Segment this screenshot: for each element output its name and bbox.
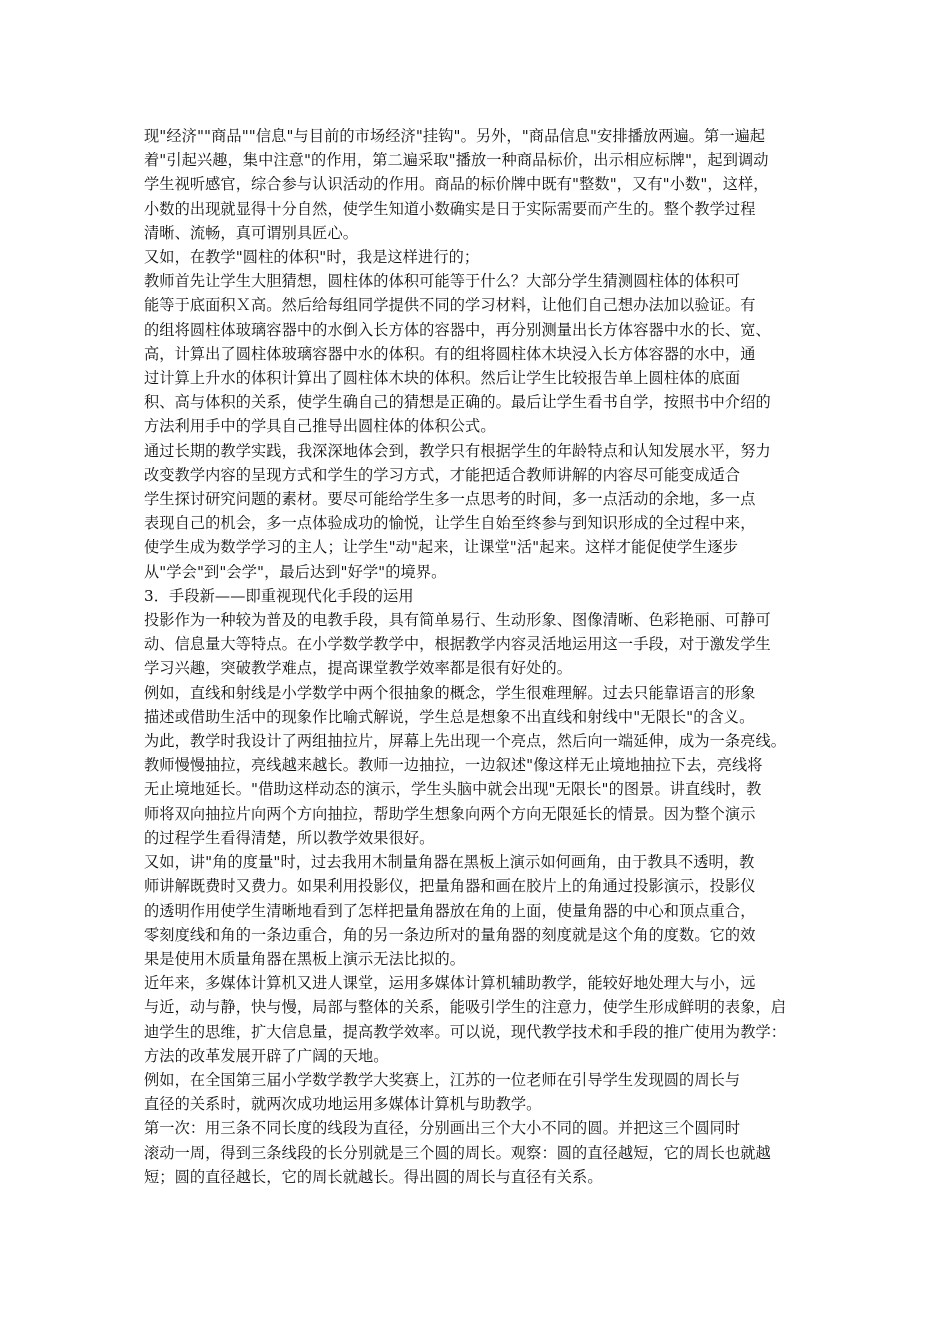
text-line: 积、高与体积的关系，使学生确自己的猜想是正确的。最后让学生看书自学，按照书中介绍的 xyxy=(144,393,771,412)
text-line: 着"引起兴趣，集中注意"的作用，第二遍采取"播放一种商品标价，出示相应标牌"，起到调动 xyxy=(144,151,769,170)
text-line: 又如，在教学"圆柱的体积"时，我是这样进行的； xyxy=(144,248,480,267)
text-line: 迪学生的思维，扩大信息量，提高教学效率。可以说，现代教学技术和手段的推广使用为教学： xyxy=(144,1022,787,1041)
text-line: 学习兴趣，突破教学难点，提高课堂教学效率都是很有好处的。 xyxy=(144,659,573,678)
text-line: 过计算上升水的体积计算出了圆柱体木块的体积。然后让学生比较报告单上圆柱体的底面 xyxy=(144,369,741,388)
text-line: 的组将圆柱体玻璃容器中的水倒入长方体的容器中，再分别测量出长方体容器中水的长、宽、 xyxy=(144,320,771,339)
text-line: 零刻度线和角的一条边重合，角的另一条边所对的量角器的刻度就是这个角的度数。它的效 xyxy=(144,925,756,944)
text-line: 短；圆的直径越长，它的周长就越长。得出圆的周长与直径有关系。 xyxy=(144,1167,603,1186)
text-line: 描述或借助生活中的现象作比喻式解说，学生总是想象不出直线和射线中"无限长"的含义。 xyxy=(144,707,755,726)
text-line: 第一次：用三条不同长度的线段为直径，分别画出三个大小不同的圆。并把这三个圆同时 xyxy=(144,1119,741,1138)
text-line: 师将双向抽拉片向两个方向抽拉，帮助学生想象向两个方向无限延长的情景。因为整个演示 xyxy=(144,804,756,823)
text-line: 高，计算出了圆柱体玻璃容器中水的体积。有的组将圆柱体木块浸入长方体容器的水中，通 xyxy=(144,344,756,363)
section-heading: 3．手段新——即重视现代化手段的运用 xyxy=(144,586,414,605)
text-line: 为此，教学时我设计了两组抽拉片，屏幕上先出现一个亮点，然后向一端延伸，成为一条亮线。 xyxy=(144,732,787,751)
text-line: 清晰、流畅，真可谓别具匠心。 xyxy=(144,223,359,242)
text-line: 无止境地延长。"借助这样动态的演示，学生头脑中就会出现"无限长"的图景。讲直线时，教 xyxy=(144,780,762,799)
text-line: 又如，讲"角的度量"时，过去我用木制量角器在黑板上演示如何画角，由于教具不透明，教 xyxy=(144,853,755,872)
text-line: 近年来，多媒体计算机又进人课堂，运用多媒体计算机辅助教学，能较好地处理大与小，远 xyxy=(144,974,756,993)
text-line: 投影作为一种较为普及的电教手段，具有简单易行、生动形象、图像清晰、色彩艳丽、可静可 xyxy=(144,611,771,630)
text-line: 学生探讨研究问题的素材。要尽可能给学生多一点思考的时间，多一点活动的余地，多一点 xyxy=(144,490,756,509)
text-line: 方法利用手中的学具自己推导出圆柱体的体积公式。 xyxy=(144,417,496,436)
text-line: 通过长期的教学实践，我深深地体会到，教学只有根据学生的年龄特点和认知发展水平，努力 xyxy=(144,441,771,460)
text-line: 学生视听感官，综合参与认识活动的作用。商品的标价牌中既有"整数"，又有"小数"，这样， xyxy=(144,175,769,194)
text-line: 果是使用木质量角器在黑板上演示无法比拟的。 xyxy=(144,949,466,968)
text-line: 方法的改革发展开辟了广阔的天地。 xyxy=(144,1046,389,1065)
text-line: 现"经济""商品""信息"与目前的市场经济"挂钩"。另外，"商品信息"安排播放两遍。第一遍起 xyxy=(144,127,766,145)
text-line: 表现自己的机会，多一点体验成功的愉悦，让学生自始至终参与到知识形成的全过程中来， xyxy=(144,514,756,533)
text-line: 师讲解既费时又费力。如果利用投影仪，把量角器和画在胶片上的角通过投影演示，投影仪 xyxy=(144,877,756,896)
text-line: 的透明作用使学生清晰地看到了怎样把量角器放在角的上面，使量角器的中心和顶点重合， xyxy=(144,901,756,920)
document-body xyxy=(144,124,814,1189)
text-line: 例如，直线和射线是小学数学中两个很抽象的概念，学生很难理解。过去只能靠语言的形象 xyxy=(144,683,756,702)
text-line: 教师首先让学生大胆猜想，圆柱体的体积可能等于什么？大部分学生猜测圆柱体的体积可 xyxy=(144,272,741,291)
text-line: 改变教学内容的呈现方式和学生的学习方式，才能把适合教师讲解的内容尽可能变成适合 xyxy=(144,465,741,484)
text-line: 使学生成为数学学习的主人；让学生"动"起来，让课堂"活"起来。这样才能促使学生逐步 xyxy=(144,538,738,557)
text-line: 能等于底面积Ｘ高。然后给每组同学提供不同的学习材料，让他们自己想办法加以验证。有 xyxy=(144,296,756,315)
text-line: 小数的出现就显得十分自然，使学生知道小数确实是日于实际需要而产生的。整个教学过程 xyxy=(144,199,756,218)
text-line: 例如，在全国第三届小学数学教学大奖赛上，江苏的一位老师在引导学生发现圆的周长与 xyxy=(144,1070,741,1089)
text-line: 的过程学生看得清楚，所以教学效果很好。 xyxy=(144,828,435,847)
text-line: 滚动一周，得到三条线段的长分别就是三个圆的周长。观察：圆的直径越短，它的周长也就越 xyxy=(144,1143,771,1162)
text-line: 教师慢慢抽拉，亮线越来越长。教师一边抽拉，一边叙述"像这样无止境地抽拉下去，亮线将 xyxy=(144,756,763,775)
text-line: 与近，动与静，快与慢，局部与整体的关系，能吸引学生的注意力，使学生形成鲜明的表象，启 xyxy=(144,998,787,1017)
text-line: 从"学会"到"会学"，最后达到"好学"的境界。 xyxy=(144,562,447,581)
text-line: 动、信息量大等特点。在小学数学教学中，根据教学内容灵活地运用这一手段，对于激发学生 xyxy=(144,635,771,654)
text-line: 直径的关系时，就两次成功地运用多媒体计算机与助教学。 xyxy=(144,1095,542,1114)
